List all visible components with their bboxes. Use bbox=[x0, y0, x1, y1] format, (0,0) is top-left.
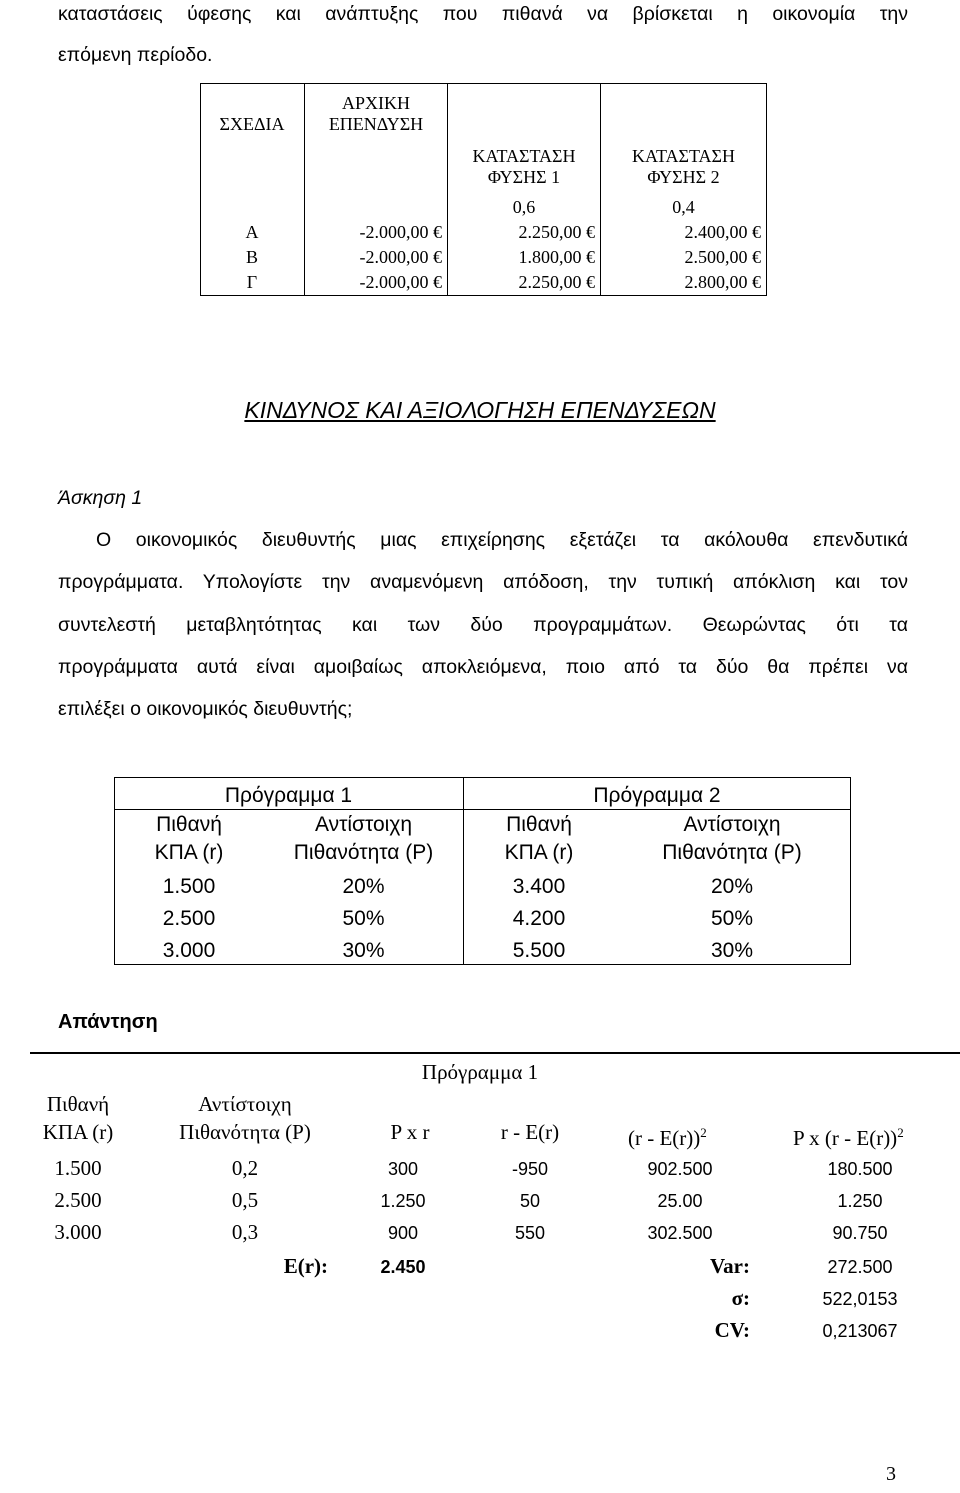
program-cell: 50% bbox=[710, 907, 754, 930]
exercise-line-3: συντελεστή μεταβλητότητας και των δύο προγραμμάτων. Θεωρώντας ότι τα bbox=[58, 614, 908, 636]
scenario-row-state2: 2.800,00 € bbox=[684, 272, 761, 292]
scenario-row-initial: -2.000,00 € bbox=[359, 272, 442, 292]
variance-label: Var: bbox=[709, 1254, 750, 1278]
section-title: ΚΙΝΔΥΝΟΣ ΚΑΙ ΑΞΙΟΛΟΓΗΣΗ ΕΠΕΝΔΥΣΕΩΝ bbox=[244, 397, 716, 423]
answer-col-dev2: (r - E(r))$^2$ bbox=[628, 1125, 707, 1150]
answer-cell: 0,3 bbox=[231, 1220, 259, 1244]
answer-title: Απάντηση bbox=[58, 1011, 158, 1033]
answer-cell: 1.250 bbox=[837, 1191, 883, 1211]
answer-col-prob-2: Πιθανότητα (P) bbox=[179, 1120, 311, 1144]
answer-col-dev2-exponent: 2 bbox=[700, 1125, 707, 1140]
answer-cell: 300 bbox=[387, 1159, 419, 1179]
scenario-row-state2: 2.500,00 € bbox=[684, 247, 761, 267]
scenario-header-initial-1: ΑΡΧΙΚΗ bbox=[341, 93, 410, 113]
program-2-header: Πρόγραμμα 2 bbox=[593, 784, 721, 807]
expected-return-value: 2.450 bbox=[380, 1257, 426, 1277]
col-cpa-label-1: Πιθανή bbox=[506, 813, 572, 836]
answer-cell: 90.750 bbox=[832, 1223, 888, 1243]
answer-cell: 25.00 bbox=[657, 1191, 703, 1211]
scenario-header-state2-1: ΚΑΤΑΣΤΑΣΗ bbox=[631, 146, 736, 166]
exercise-line-1: Ο οικονομικός διευθυντής μιας επιχείρησης εξετάζει τα ακόλουθα επενδυτικά bbox=[96, 529, 908, 551]
scenario-header-initial-2: ΕΠΕΝΔΥΣΗ bbox=[328, 114, 424, 134]
program-cell: 5.500 bbox=[512, 939, 566, 962]
cv-label: CV: bbox=[714, 1318, 750, 1342]
answer-cell: 50 bbox=[519, 1191, 541, 1211]
answer-cell: 902.500 bbox=[647, 1159, 713, 1179]
answer-cell: 900 bbox=[387, 1223, 419, 1243]
program-cell: 20% bbox=[342, 875, 385, 898]
answer-col-cpa-1: Πιθανή bbox=[46, 1092, 110, 1116]
answer-cell: 0,5 bbox=[231, 1188, 259, 1212]
scenario-prob-state1: 0,6 bbox=[512, 197, 536, 217]
answer-cell: 1.500 bbox=[54, 1156, 102, 1180]
scenario-header-state1-1: ΚΑΤΑΣΤΑΣΗ bbox=[472, 146, 576, 166]
program-cell: 2.500 bbox=[162, 907, 216, 930]
scenario-row-state1: 2.250,00 € bbox=[518, 222, 595, 242]
program-cell: 30% bbox=[342, 939, 385, 962]
answer-cell: 302.500 bbox=[647, 1223, 713, 1243]
intro-line-2: επόμενη περίοδο. bbox=[58, 44, 213, 66]
program-1-header: Πρόγραμμα 1 bbox=[224, 784, 353, 807]
answer-col-cpa-2: ΚΠΑ (r) bbox=[42, 1120, 114, 1144]
scenario-row-initial: -2.000,00 € bbox=[359, 222, 442, 242]
scenario-header-state2-2: ΦΥΣΗΣ 2 bbox=[647, 167, 720, 187]
page-number: 3 bbox=[886, 1463, 896, 1485]
scenario-header-plans: ΣΧΕΔΙΑ bbox=[219, 114, 285, 134]
exercise-line-2: προγράμματα. Υπολογίστε την αναμενόμενη απόδοση, την τυπική απόκλιση και τον bbox=[58, 571, 908, 593]
col-prob-label-1: Αντίστοιχη bbox=[314, 813, 413, 836]
std-deviation-label: σ: bbox=[731, 1286, 750, 1310]
answer-cell: 1.250 bbox=[380, 1191, 426, 1211]
scenario-header-state1-2: ΦΥΣΗΣ 1 bbox=[487, 167, 561, 187]
program-cell: 3.400 bbox=[512, 875, 566, 898]
answer-cell: -950 bbox=[511, 1159, 549, 1179]
program-cell: 4.200 bbox=[512, 907, 566, 930]
answer-col-dev: r - E(r) bbox=[500, 1120, 560, 1144]
exercise-line-4: προγράμματα αυτά είναι αμοιβαίως αποκλειόμενα, ποιο από τα δύο θα πρέπει να bbox=[58, 656, 908, 678]
col-prob-label-1: Αντίστοιχη bbox=[683, 813, 781, 836]
scenario-row-initial: -2.000,00 € bbox=[359, 247, 442, 267]
scenario-row-plan: Β bbox=[245, 247, 258, 267]
exercise-title: Άσκηση 1 bbox=[58, 487, 143, 509]
scenario-row-state2: 2.400,00 € bbox=[684, 222, 761, 242]
program-cell: 50% bbox=[342, 907, 385, 930]
answer-program-header: Πρόγραμμα 1 bbox=[421, 1060, 539, 1084]
scenario-row-plan: Α bbox=[245, 222, 259, 242]
program-cell: 3.000 bbox=[162, 939, 216, 962]
std-deviation-value: 522,0153 bbox=[822, 1289, 898, 1309]
answer-cell: 0,2 bbox=[231, 1156, 259, 1180]
col-prob-label-2: Πιθανότητα (P) bbox=[293, 841, 434, 864]
scenario-row-plan: Γ bbox=[246, 272, 258, 292]
answer-col-pdev2-exponent: 2 bbox=[897, 1125, 904, 1140]
intro-line-1: καταστάσεις ύφεσης και ανάπτυξης που πιθανά να βρίσκεται η οικονομία την bbox=[58, 3, 908, 25]
answer-col-prob-1: Αντίστοιχη bbox=[198, 1092, 292, 1116]
scenario-prob-state2: 0,4 bbox=[672, 197, 695, 217]
program-cell: 20% bbox=[710, 875, 754, 898]
answer-cell: 2.500 bbox=[54, 1188, 102, 1212]
cv-value: 0,213067 bbox=[822, 1321, 898, 1341]
program-cell: 30% bbox=[710, 939, 754, 962]
variance-value: 272.500 bbox=[827, 1257, 893, 1277]
program-cell: 1.500 bbox=[162, 875, 216, 898]
answer-cell: 550 bbox=[514, 1223, 546, 1243]
answer-col-pxr: P x r bbox=[390, 1120, 430, 1144]
scenario-row-state1: 1.800,00 € bbox=[518, 247, 595, 267]
expected-return-label: E(r): bbox=[283, 1254, 328, 1278]
col-prob-label-2: Πιθανότητα (P) bbox=[662, 841, 802, 864]
col-cpa-label-1: Πιθανή bbox=[156, 813, 222, 836]
col-cpa-label-2: ΚΠΑ (r) bbox=[154, 841, 224, 864]
col-cpa-label-2: ΚΠΑ (r) bbox=[504, 841, 574, 864]
answer-cell: 180.500 bbox=[827, 1159, 893, 1179]
answer-col-pdev2: P x (r - E(r))$^2$ bbox=[793, 1125, 904, 1150]
exercise-line-5: επιλέξει ο οικονομικός διευθυντής; bbox=[58, 698, 353, 720]
answer-cell: 3.000 bbox=[54, 1220, 102, 1244]
scenario-row-state1: 2.250,00 € bbox=[518, 272, 595, 292]
